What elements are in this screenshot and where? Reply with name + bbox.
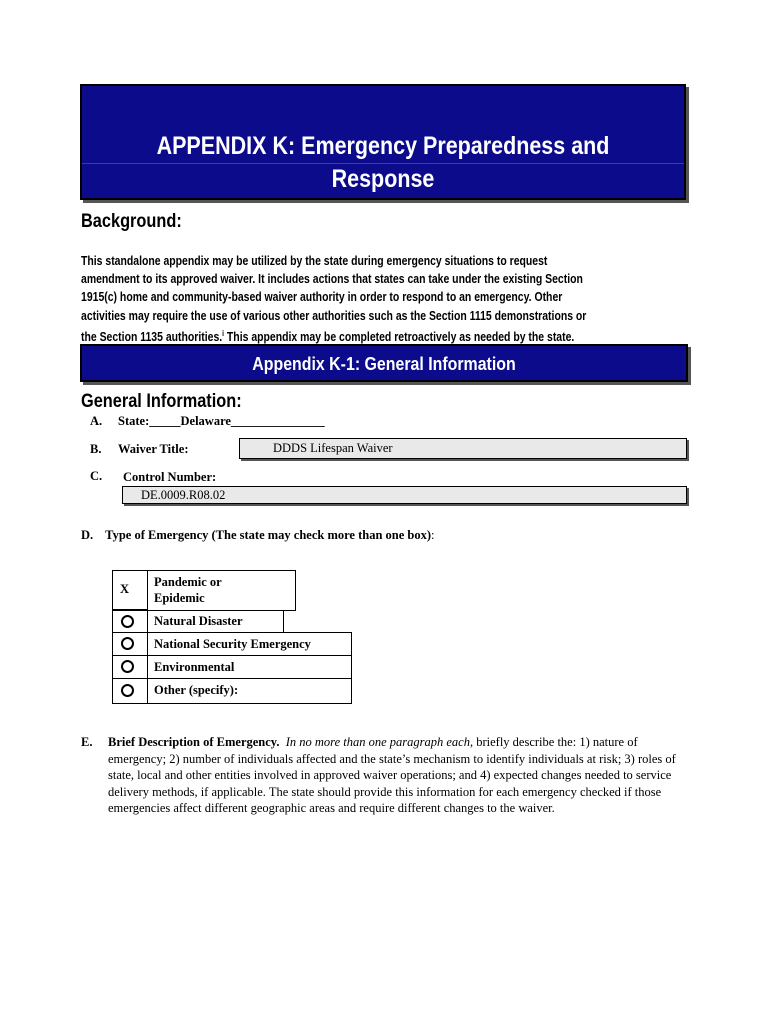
checkbox-pandemic[interactable] — [112, 570, 148, 610]
emergency-option-environmental — [147, 655, 352, 679]
description-heading: Brief Description of Emergency. — [108, 735, 280, 749]
control-number-input[interactable]: DE.0009.R08.02 — [122, 486, 687, 504]
option-label: Other (specify): — [154, 683, 239, 697]
emergency-option-natural-disaster — [147, 610, 284, 633]
item-letter-c: C. — [90, 469, 103, 483]
waiver-title-label: Waiver Title: — [118, 442, 189, 456]
emergency-type-text: Type of Emergency (The state may check more than one box) — [105, 528, 432, 542]
general-info-heading: General Information: — [81, 391, 242, 412]
radio-circle-icon — [121, 684, 134, 697]
checked-mark: X — [120, 582, 130, 596]
brief-description-section — [81, 734, 691, 817]
footnote-marker[interactable]: i — [222, 328, 225, 338]
item-letter-a: A. — [90, 414, 103, 428]
checkbox-national-security[interactable] — [112, 632, 148, 656]
state-field: State:_____Delaware_______________ — [118, 414, 325, 428]
description-body: , briefly describe the: 1) nature of emergency; 2) number of individuals affected and the state’s mechanism to identify individuals at risk; 3) roles of state, local and other entities involved in approved waiver operations; and 4) expected changes needed to service delivery methods, if applicable. The state should provide this information for each emergency checked if those emergencies affect different geographic areas and require different changes to the waiver. — [108, 735, 676, 816]
background-heading: Background: — [81, 211, 182, 232]
emergency-option-national-security — [147, 632, 352, 656]
item-letter-e: E. — [81, 735, 93, 749]
option-label: Natural Disaster — [154, 614, 243, 628]
paragraph-line: activities may require the use of various other authorities such as the Section 1115 demonstrations or — [81, 308, 587, 323]
checkbox-other[interactable] — [112, 678, 148, 704]
section-k1-banner — [80, 344, 688, 382]
background-paragraph — [81, 252, 679, 346]
option-label: National Security Emergency — [154, 637, 311, 651]
appendix-title-line-2: Response — [331, 165, 435, 193]
emergency-option-other — [147, 678, 352, 704]
emergency-option-pandemic — [147, 570, 296, 611]
checkbox-natural-disaster[interactable] — [112, 610, 148, 633]
emergency-type-prompt — [81, 528, 435, 543]
section-k1-title: Appendix K-1: General Information — [252, 353, 516, 374]
title-divider — [82, 163, 684, 164]
paragraph-line — [81, 325, 679, 346]
checkbox-environmental[interactable] — [112, 655, 148, 679]
appendix-title-line-1: APPENDIX K: Emergency Preparedness and — [156, 132, 610, 160]
control-number-label: Control Number: — [123, 470, 217, 484]
punctuation: : — [431, 528, 435, 542]
radio-circle-icon — [121, 637, 134, 650]
item-letter-b: B. — [90, 442, 102, 456]
description-italic: In no more than one paragraph each — [285, 735, 470, 749]
paragraph-line: amendment to its approved waiver. It includes actions that states can take under the existing Section — [81, 272, 583, 287]
option-label: Environmental — [154, 660, 235, 674]
paragraph-text: the Section 1135 authorities. — [81, 330, 223, 344]
radio-circle-icon — [121, 615, 134, 628]
option-label: Epidemic — [154, 591, 205, 605]
item-letter-d: D. — [81, 528, 94, 542]
option-label: Pandemic or — [154, 575, 222, 589]
paragraph-line: 1915(c) home and community-based waiver authority in order to respond to an emergency. Other — [81, 290, 563, 305]
paragraph-line: This standalone appendix may be utilized by the state during emergency situations to request — [81, 254, 548, 268]
paragraph-text: This appendix may be completed retroactively as needed by the state. — [224, 330, 575, 344]
appendix-title-banner — [80, 84, 686, 200]
brief-description-text — [81, 734, 691, 817]
waiver-title-input[interactable]: DDDS Lifespan Waiver — [239, 438, 687, 459]
radio-circle-icon — [121, 660, 134, 673]
